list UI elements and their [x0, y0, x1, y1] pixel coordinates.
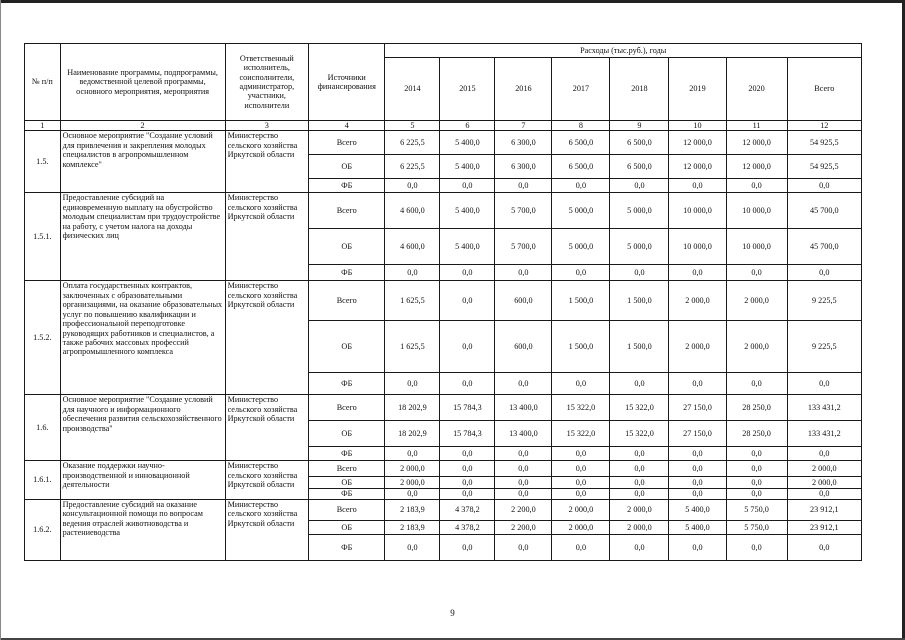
row-name: Основное мероприятие "Создание условий для научного и информационного обеспечения развития сельскохозяйственного производства" [60, 395, 225, 461]
year-value: 1 500,0 [552, 321, 610, 373]
year-value: 2 000,0 [385, 477, 440, 489]
year-value: 28 250,0 [726, 395, 787, 421]
year-value: 28 250,0 [726, 421, 787, 447]
year-value: 0,0 [385, 534, 440, 560]
header-year: 2015 [440, 58, 495, 121]
year-value: 0,0 [495, 373, 552, 395]
year-value: 6 500,0 [610, 155, 669, 179]
year-value: 18 202,9 [385, 395, 440, 421]
year-value: 2 000,0 [552, 520, 610, 534]
year-value: 2 200,0 [495, 499, 552, 520]
year-value: 0,0 [385, 179, 440, 193]
year-value: 0,0 [726, 461, 787, 477]
row-code: 1.6.2. [25, 499, 61, 560]
year-value: 5 400,0 [669, 520, 726, 534]
total-value: 0,0 [787, 534, 861, 560]
funding-source: Всего [309, 193, 385, 229]
year-value: 0,0 [726, 373, 787, 395]
year-value: 0,0 [610, 489, 669, 499]
header-name: Наименование программы, подпрограммы, ведомственной целевой программы, основного мероприятия, мероприятия [60, 44, 225, 121]
year-value: 15 784,3 [440, 421, 495, 447]
funding-source: ФБ [309, 447, 385, 461]
year-value: 5 000,0 [610, 229, 669, 265]
year-value: 0,0 [495, 489, 552, 499]
header-executor: Ответственный исполнитель, соисполнители, администратор, участники, исполнители [225, 44, 308, 121]
year-value: 0,0 [440, 321, 495, 373]
column-index: 8 [552, 121, 610, 131]
header-year: 2017 [552, 58, 610, 121]
year-value: 0,0 [726, 447, 787, 461]
table-row [25, 395, 862, 421]
column-index: 2 [60, 121, 225, 131]
year-value: 0,0 [440, 477, 495, 489]
year-value: 15 322,0 [552, 421, 610, 447]
year-value: 6 500,0 [552, 131, 610, 155]
total-value: 45 700,0 [787, 229, 861, 265]
year-value: 1 625,5 [385, 281, 440, 321]
column-index: 6 [440, 121, 495, 131]
year-value: 0,0 [385, 265, 440, 281]
header-year: 2018 [610, 58, 669, 121]
year-value: 600,0 [495, 281, 552, 321]
year-value: 5 400,0 [440, 229, 495, 265]
year-value: 5 000,0 [552, 229, 610, 265]
funding-source: Всего [309, 131, 385, 155]
year-value: 5 700,0 [495, 193, 552, 229]
year-value: 0,0 [385, 373, 440, 395]
year-value: 2 183,9 [385, 520, 440, 534]
row-name: Предоставление субсидий на оказание консультационной помощи по вопросам ведения отраслей животноводства и растениеводства [60, 499, 225, 560]
year-value: 0,0 [552, 179, 610, 193]
year-value: 0,0 [610, 179, 669, 193]
total-value: 9 225,5 [787, 321, 861, 373]
year-value: 600,0 [495, 321, 552, 373]
column-index: 9 [610, 121, 669, 131]
total-value: 9 225,5 [787, 281, 861, 321]
total-value: 0,0 [787, 447, 861, 461]
row-executor: Министерство сельского хозяйства Иркутской области [225, 281, 308, 395]
row-name: Оплата государственных контрактов, заключенных с образовательными организациями, на оказание образовательных услуг по повышению квалификации и профессиональной переподготовке руководящих работников и специалистов, а также рабочих массовых профессий агропромышленного комплекса [60, 281, 225, 395]
funding-source: ОБ [309, 421, 385, 447]
year-value: 0,0 [669, 477, 726, 489]
year-value: 0,0 [552, 265, 610, 281]
column-index: 12 [787, 121, 861, 131]
year-value: 0,0 [610, 447, 669, 461]
year-value: 2 200,0 [495, 520, 552, 534]
year-value: 12 000,0 [726, 131, 787, 155]
total-value: 0,0 [787, 489, 861, 499]
funding-source: Всего [309, 461, 385, 477]
column-index-row [25, 121, 862, 131]
total-value: 23 912,1 [787, 520, 861, 534]
header-year: 2016 [495, 58, 552, 121]
year-value: 0,0 [440, 447, 495, 461]
year-value: 0,0 [669, 489, 726, 499]
year-value: 2 000,0 [552, 499, 610, 520]
table-row [25, 281, 862, 321]
year-value: 0,0 [440, 489, 495, 499]
budget-table [24, 43, 862, 561]
funding-source: Всего [309, 395, 385, 421]
row-name: Оказание поддержки научно-производственной и инновационной деятельности [60, 461, 225, 499]
year-value: 4 600,0 [385, 229, 440, 265]
year-value: 0,0 [669, 179, 726, 193]
year-value: 0,0 [610, 265, 669, 281]
year-value: 0,0 [495, 447, 552, 461]
year-value: 0,0 [495, 265, 552, 281]
year-value: 10 000,0 [669, 193, 726, 229]
year-value: 6 500,0 [610, 131, 669, 155]
total-value: 2 000,0 [787, 461, 861, 477]
year-value: 2 000,0 [669, 321, 726, 373]
header-num: № п/п [25, 44, 61, 121]
row-executor: Министерство сельского хозяйства Иркутской области [225, 131, 308, 193]
year-value: 0,0 [726, 534, 787, 560]
funding-source: ОБ [309, 229, 385, 265]
year-value: 0,0 [552, 373, 610, 395]
year-value: 0,0 [495, 179, 552, 193]
year-value: 5 400,0 [440, 155, 495, 179]
year-value: 1 625,5 [385, 321, 440, 373]
column-index: 3 [225, 121, 308, 131]
year-value: 0,0 [440, 461, 495, 477]
funding-source: ФБ [309, 265, 385, 281]
year-value: 0,0 [669, 265, 726, 281]
year-value: 2 183,9 [385, 499, 440, 520]
year-value: 0,0 [669, 373, 726, 395]
total-value: 0,0 [787, 179, 861, 193]
year-value: 0,0 [385, 489, 440, 499]
year-value: 4 600,0 [385, 193, 440, 229]
year-value: 18 202,9 [385, 421, 440, 447]
year-value: 5 400,0 [669, 499, 726, 520]
row-code: 1.5.2. [25, 281, 61, 395]
year-value: 0,0 [440, 179, 495, 193]
funding-source: ОБ [309, 477, 385, 489]
page-number: 9 [450, 608, 455, 618]
year-value: 5 750,0 [726, 499, 787, 520]
year-value: 12 000,0 [669, 155, 726, 179]
total-value: 133 431,2 [787, 395, 861, 421]
column-index: 5 [385, 121, 440, 131]
year-value: 27 150,0 [669, 421, 726, 447]
year-value: 27 150,0 [669, 395, 726, 421]
row-name: Основное мероприятие "Создание условий для привлечения и закрепления молодых специалистов в агропромышленном комплексе" [60, 131, 225, 193]
year-value: 0,0 [610, 461, 669, 477]
year-value: 5 700,0 [495, 229, 552, 265]
total-value: 54 925,5 [787, 155, 861, 179]
year-value: 0,0 [440, 281, 495, 321]
funding-source: ФБ [309, 489, 385, 499]
year-value: 0,0 [385, 447, 440, 461]
row-executor: Министерство сельского хозяйства Иркутской области [225, 395, 308, 461]
year-value: 0,0 [552, 534, 610, 560]
year-value: 2 000,0 [385, 461, 440, 477]
year-value: 0,0 [440, 373, 495, 395]
year-value: 12 000,0 [726, 155, 787, 179]
year-value: 4 378,2 [440, 520, 495, 534]
year-value: 12 000,0 [669, 131, 726, 155]
year-value: 5 400,0 [440, 131, 495, 155]
page-edge-top [0, 0, 905, 3]
year-value: 0,0 [669, 461, 726, 477]
year-value: 1 500,0 [610, 281, 669, 321]
year-value: 0,0 [495, 461, 552, 477]
year-value: 5 400,0 [440, 193, 495, 229]
funding-source: Всего [309, 281, 385, 321]
row-code: 1.5. [25, 131, 61, 193]
header-source: Источники финансирования [309, 44, 385, 121]
funding-source: ОБ [309, 520, 385, 534]
table-body [25, 131, 862, 560]
year-value: 2 000,0 [726, 281, 787, 321]
year-value: 10 000,0 [726, 193, 787, 229]
table-row [25, 461, 862, 477]
row-executor: Министерство сельского хозяйства Иркутской области [225, 499, 308, 560]
year-value: 5 000,0 [610, 193, 669, 229]
year-value: 15 322,0 [610, 421, 669, 447]
year-value: 0,0 [726, 477, 787, 489]
header-year: 2014 [385, 58, 440, 121]
year-value: 0,0 [610, 373, 669, 395]
year-value: 0,0 [726, 179, 787, 193]
year-value: 0,0 [552, 477, 610, 489]
funding-source: ФБ [309, 534, 385, 560]
column-index: 1 [25, 121, 61, 131]
year-value: 0,0 [726, 265, 787, 281]
total-value: 54 925,5 [787, 131, 861, 155]
year-value: 6 225,5 [385, 131, 440, 155]
row-executor: Министерство сельского хозяйства Иркутской области [225, 193, 308, 281]
page-edge-left [0, 0, 1, 640]
year-value: 2 000,0 [726, 321, 787, 373]
year-value: 2 000,0 [669, 281, 726, 321]
year-value: 0,0 [552, 461, 610, 477]
year-value: 5 000,0 [552, 193, 610, 229]
column-index: 11 [726, 121, 787, 131]
total-value: 133 431,2 [787, 421, 861, 447]
year-value: 6 300,0 [495, 155, 552, 179]
year-value: 0,0 [610, 477, 669, 489]
header-total: Всего [787, 58, 861, 121]
year-value: 0,0 [669, 447, 726, 461]
year-value: 2 000,0 [610, 499, 669, 520]
year-value: 10 000,0 [669, 229, 726, 265]
funding-source: ФБ [309, 179, 385, 193]
year-value: 0,0 [440, 534, 495, 560]
funding-source: ОБ [309, 321, 385, 373]
header-expenses: Расходы (тыс.руб.), годы [385, 44, 862, 58]
year-value: 6 225,5 [385, 155, 440, 179]
total-value: 23 912,1 [787, 499, 861, 520]
column-index: 7 [495, 121, 552, 131]
column-index: 4 [309, 121, 385, 131]
year-value: 10 000,0 [726, 229, 787, 265]
year-value: 0,0 [610, 534, 669, 560]
year-value: 0,0 [552, 489, 610, 499]
year-value: 6 300,0 [495, 131, 552, 155]
year-value: 0,0 [495, 477, 552, 489]
year-value: 0,0 [726, 489, 787, 499]
year-value: 1 500,0 [552, 281, 610, 321]
table-row [25, 131, 862, 155]
total-value: 2 000,0 [787, 477, 861, 489]
year-value: 1 500,0 [610, 321, 669, 373]
year-value: 4 378,2 [440, 499, 495, 520]
total-value: 45 700,0 [787, 193, 861, 229]
funding-source: Всего [309, 499, 385, 520]
row-code: 1.5.1. [25, 193, 61, 281]
year-value: 0,0 [440, 265, 495, 281]
row-code: 1.6. [25, 395, 61, 461]
year-value: 13 400,0 [495, 395, 552, 421]
row-executor: Министерство сельского хозяйства Иркутской области [225, 461, 308, 499]
year-value: 0,0 [552, 447, 610, 461]
total-value: 0,0 [787, 265, 861, 281]
column-index: 10 [669, 121, 726, 131]
total-value: 0,0 [787, 373, 861, 395]
row-name: Предоставление субсидий на единовременную выплату на обустройство молодым специалистам при трудоустройстве на работу, с учетом налога на доходы физических лиц [60, 193, 225, 281]
table-row [25, 193, 862, 229]
header-year: 2019 [669, 58, 726, 121]
year-value: 0,0 [495, 534, 552, 560]
year-value: 15 784,3 [440, 395, 495, 421]
funding-source: ФБ [309, 373, 385, 395]
row-code: 1.6.1. [25, 461, 61, 499]
year-value: 0,0 [669, 534, 726, 560]
table-row [25, 499, 862, 520]
year-value: 15 322,0 [610, 395, 669, 421]
year-value: 2 000,0 [610, 520, 669, 534]
year-value: 13 400,0 [495, 421, 552, 447]
year-value: 5 750,0 [726, 520, 787, 534]
year-value: 6 500,0 [552, 155, 610, 179]
year-value: 15 322,0 [552, 395, 610, 421]
funding-source: ОБ [309, 155, 385, 179]
header-year: 2020 [726, 58, 787, 121]
